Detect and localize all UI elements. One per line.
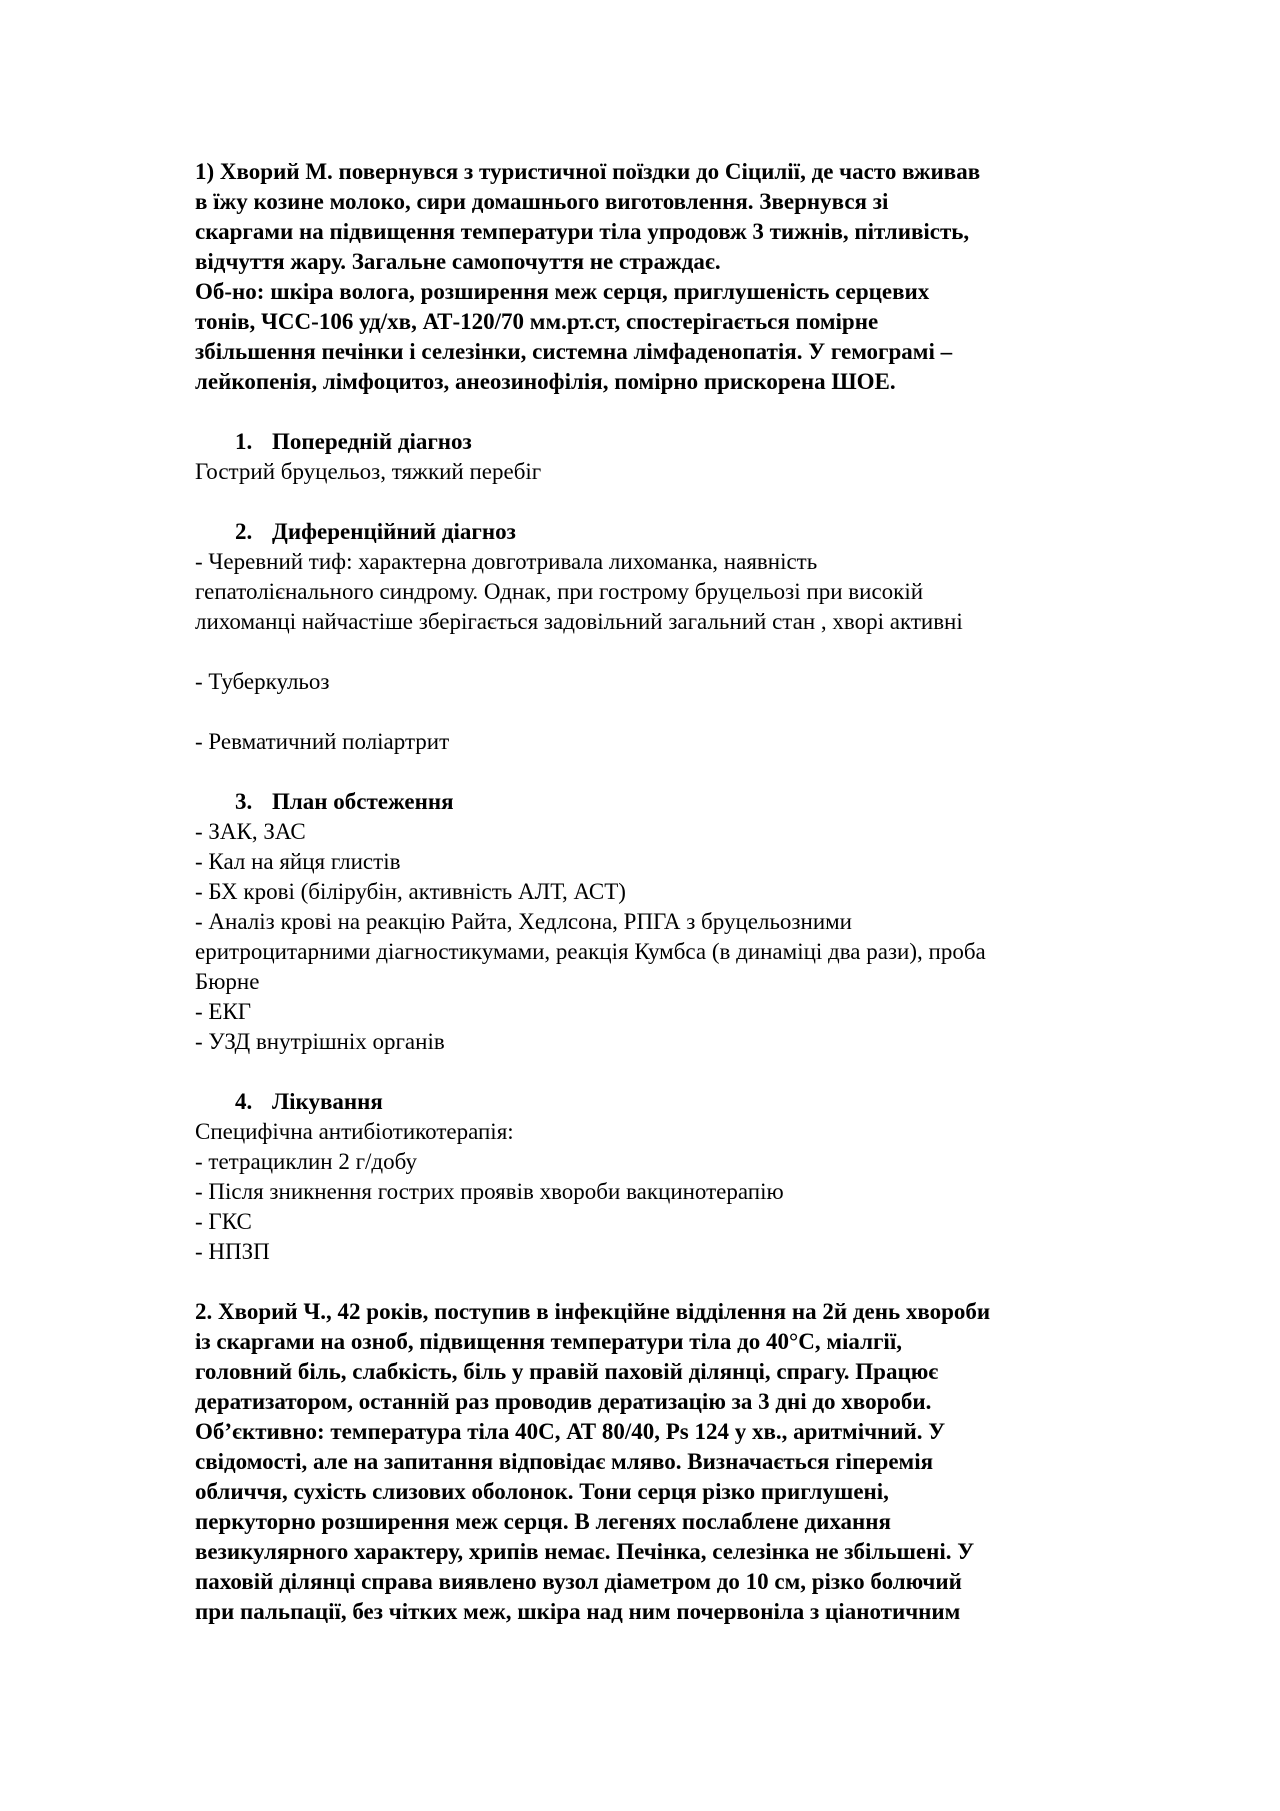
plan-item: еритроцитарними діагностикумами, реакція Кумбса (в динаміці два рази), проба (195, 939, 986, 964)
section-heading-treatment (195, 1087, 1095, 1117)
case1-intro-line: тонів, ЧСС-106 уд/хв, АТ-120/70 мм.рт.ст, спостерігається помірне (195, 309, 879, 334)
case1-intro-line: відчуття жару. Загальне самопочуття не страждає. (195, 249, 721, 274)
differential-line: - Черевний тиф: характерна довготривала лихоманка, наявність (195, 549, 818, 574)
section-number: 3. (235, 789, 253, 814)
case2-line: при пальпації, без чітких меж, шкіра над ним почервоніла з ціанотичним (195, 1599, 961, 1624)
treatment-item: - Після зникнення гострих проявів хвороби вакцинотерапію (195, 1179, 784, 1204)
case1-intro-line: скаргами на підвищення температури тіла упродовж 3 тижнів, пітливість, (195, 219, 970, 244)
section-title: Диференційний діагноз (272, 519, 516, 544)
case2-text (195, 1297, 1095, 1627)
case2-line: везикулярного характеру, хрипів немає. Печінка, селезінка не збільшені. У (195, 1539, 975, 1564)
case1-intro-line: Об-но: шкіра волога, розширення меж серця, приглушеність серцевих (195, 279, 930, 304)
differential-line: лихоманці найчастіше зберігається задовільний загальний стан , хворі активні (195, 609, 963, 634)
document-page (195, 157, 1095, 1627)
case1-intro-line: збільшення печінки і селезінки, системна лімфаденопатія. У гемограмі – (195, 339, 953, 364)
case2-line: Об’єктивно: температура тіла 40С, АТ 80/40, Ps 124 у хв., аритмічний. У (195, 1419, 946, 1444)
treatment-item: - НПЗП (195, 1239, 270, 1264)
treatment-item: - тетрациклин 2 г/добу (195, 1149, 417, 1174)
section-title: Лікування (272, 1089, 383, 1114)
section-number: 1. (235, 429, 253, 454)
plan-item: - ЕКГ (195, 999, 252, 1024)
section-heading-differential-diagnosis (195, 517, 1095, 547)
case1-intro (195, 157, 1095, 397)
case1-intro-line: в їжу козине молоко, сири домашнього виготовлення. Звернувся зі (195, 189, 889, 214)
case2-line: із скаргами на озноб, підвищення температури тіла до 40°С, міалгії, (195, 1329, 902, 1354)
section-number: 2. (235, 519, 253, 544)
treatment-item: - ГКС (195, 1209, 252, 1234)
differential-line: гепатолієнального синдрому. Однак, при гострому бруцельозі при високій (195, 579, 924, 604)
case2-line: обличчя, сухість слизових оболонок. Тони серця різко приглушені, (195, 1479, 889, 1504)
case2-line: перкуторно розширення меж серця. В легенях послаблене дихання (195, 1509, 891, 1534)
plan-item: - Кал на яйця глистів (195, 849, 401, 874)
section-title: План обстеження (272, 789, 454, 814)
differential-tuberculosis: - Туберкульоз (195, 669, 330, 694)
case1-intro-line: лейкопенія, лімфоцитоз, анеозинофілія, помірно прискорена ШОЕ. (195, 369, 896, 394)
case2-line: дератизатором, останній раз проводив дератизацію за 3 дні до хвороби. (195, 1389, 932, 1414)
case2-line: паховій ділянці справа виявлено вузол діаметром до 10 см, різко болючий (195, 1569, 962, 1594)
plan-item: Бюрне (195, 969, 260, 994)
section-number: 4. (235, 1089, 253, 1114)
diagnosis-text: Гострий бруцельоз, тяжкий перебіг (195, 459, 542, 484)
plan-item: - УЗД внутрішніх органів (195, 1029, 445, 1054)
plan-item: - ЗАК, ЗАС (195, 819, 306, 844)
section-heading-examination-plan (195, 787, 1095, 817)
treatment-item: Специфічна антибіотикотерапія: (195, 1119, 514, 1144)
differential-rheumatic: - Ревматичний поліартрит (195, 729, 450, 754)
section-heading-preliminary-diagnosis (195, 427, 1095, 457)
case2-line: 2. Хворий Ч., 42 років, поступив в інфекційне відділення на 2й день хвороби (195, 1299, 991, 1324)
case2-line: свідомості, але на запитання відповідає мляво. Визначається гіперемія (195, 1449, 934, 1474)
plan-item: - БХ крові (білірубін, активність АЛТ, АСТ) (195, 879, 626, 904)
case2-line: головний біль, слабкість, біль у правій паховій ділянці, спрагу. Працює (195, 1359, 939, 1384)
case1-intro-line: 1) Хворий М. повернувся з туристичної поїздки до Сіцилії, де часто вживав (195, 159, 981, 184)
plan-item: - Аналіз крові на реакцію Райта, Хедлсона, РПГА з бруцельозними (195, 909, 852, 934)
section-title: Попередній діагноз (272, 429, 472, 454)
